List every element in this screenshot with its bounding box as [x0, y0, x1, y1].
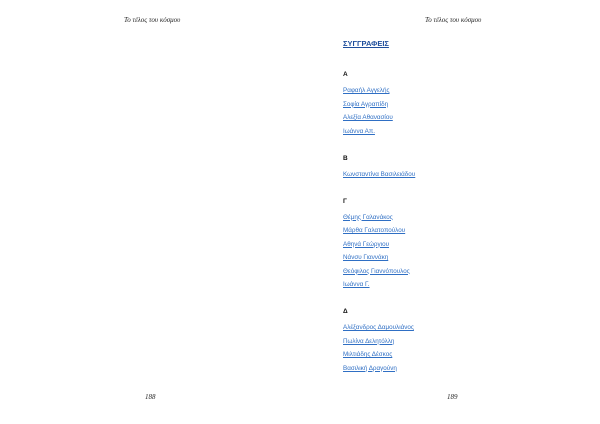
author-link[interactable]: Θεόφιλος Γιαννόπουλος [343, 267, 410, 275]
author-link[interactable]: Ιωάννα Γ. [343, 281, 370, 288]
author-link[interactable]: Κωνσταντίνα Βασιλειάδου [343, 170, 416, 178]
author-link[interactable]: Ιωάννα Απ. [343, 127, 375, 135]
running-head-right: Το τέλος του κόσμου [425, 16, 482, 24]
author-link[interactable]: Σοφία Αγραπίδη [343, 100, 389, 108]
section-delta [343, 307, 583, 373]
author-link[interactable]: Μιλτιάδης Δέσκος [343, 351, 393, 358]
author-link[interactable]: Βασιλική Δραγούνη [343, 364, 397, 372]
section-letter: Α [343, 71, 348, 78]
author-link[interactable]: Αθηνά Γεώργιου [343, 240, 390, 248]
author-link[interactable]: Αλεξία Αθανασίου [343, 114, 393, 121]
page-number-left: 188 [145, 393, 156, 401]
authors-index [343, 39, 583, 391]
page-number-right: 189 [447, 393, 458, 401]
author-link[interactable]: Αλέξανδρος Δαμουλιάνος [343, 324, 414, 331]
author-link[interactable]: Πωλίνα Δελητόλλη [343, 337, 395, 345]
author-link[interactable]: Θέμης Γαλανάκος [343, 213, 393, 221]
authors-index-title: ΣΥΓΓΡΑΦΕΙΣ [343, 39, 389, 48]
section-letter: Γ [343, 197, 347, 205]
section-letter: Β [343, 154, 348, 162]
author-link[interactable]: Ραφαήλ Αγγελής [343, 87, 390, 94]
section-gamma [343, 197, 583, 290]
section-letter: Δ [343, 308, 348, 315]
author-link[interactable]: Μάρθα Γαλατοπούλου [343, 227, 406, 234]
running-head-left: Το τέλος του κόσμου [124, 16, 181, 24]
section-alpha [343, 70, 583, 136]
right-page [300, 0, 600, 424]
section-beta [343, 154, 583, 179]
author-link[interactable]: Νάνσυ Γιαννάκη [343, 254, 389, 261]
